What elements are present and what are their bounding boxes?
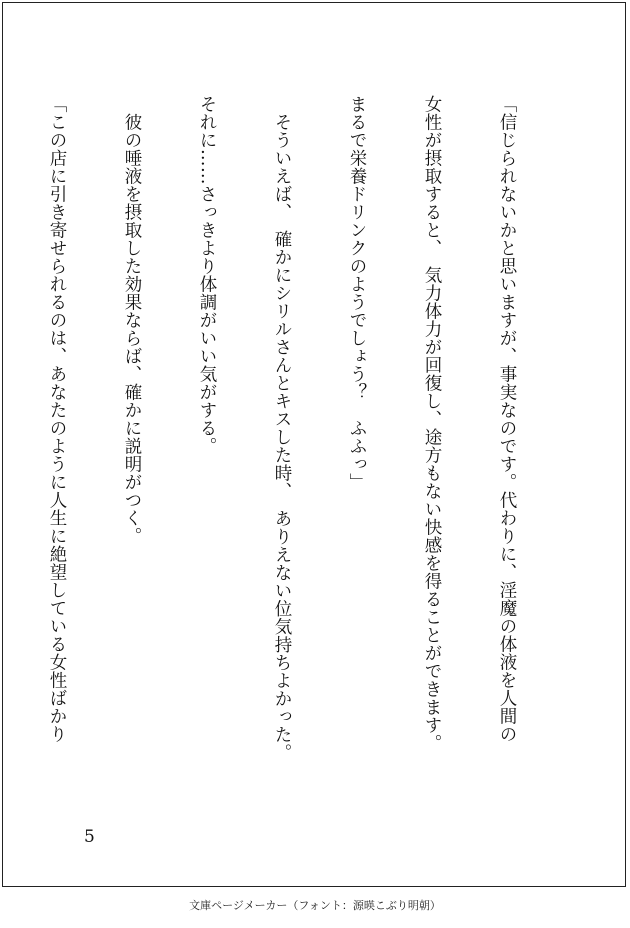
vertical-text-body — [0, 95, 569, 825]
text-line: 女性が摂取すると、 気力体力が回復し、途方もない快感を得ることができます。 — [422, 95, 442, 753]
footer-credit: 文庫ページメーカー（フォント：源暎こぶり明朝） — [189, 899, 441, 912]
text-line: 「信じられないかと思いますが、事実なのです。代わりに、淫魔の体液を人間の — [497, 95, 517, 743]
text-line: 彼の唾液を摂取した効果ならば、確かに説明がつく。 — [122, 95, 142, 545]
text-line: そういえば、 確かにシリルさんとキスした時、 ありえない位気持ちよかった。 — [272, 95, 292, 762]
text-line: 「この店に引き寄せられるのは、あなたのように人生に絶望している女性ばかり — [47, 95, 67, 743]
text-line: それに……さっきより体調がいい気がする。 — [197, 95, 217, 455]
text-line: まるで栄養ドリンクのようでしょう？ ふふっ」 — [347, 95, 367, 491]
page-frame — [2, 2, 626, 887]
page-number: 5 — [84, 827, 95, 847]
